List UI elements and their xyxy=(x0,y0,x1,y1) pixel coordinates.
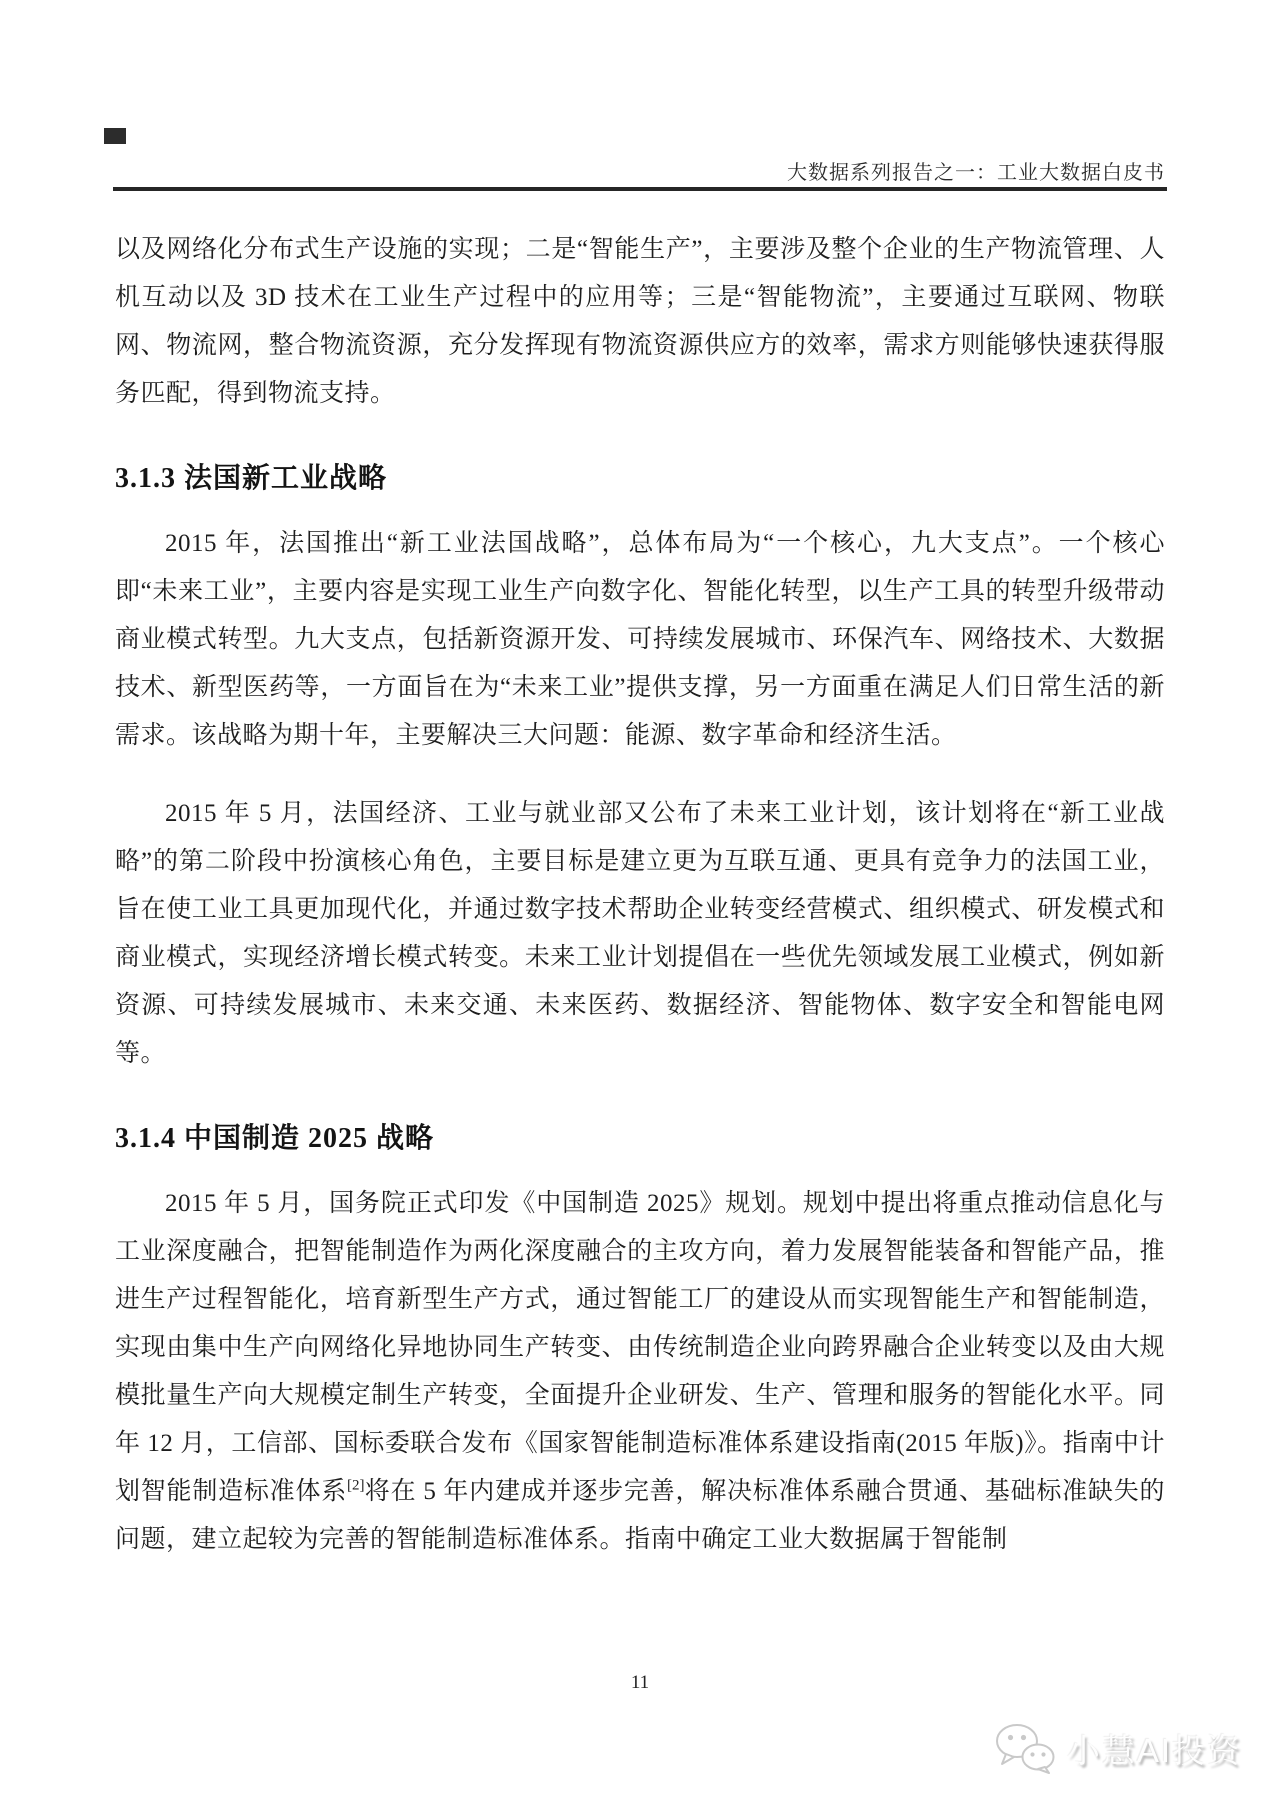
watermark xyxy=(993,1722,1242,1774)
paragraph-text-after-footnote: 将在 5 年内建成并逐步完善，解决标准体系融合贯通、基础标准缺失的问题，建立起较为完善的智能制造标准体系。指南中确定工业大数据属于智能制 xyxy=(115,1478,1165,1553)
running-head: 大数据系列报告之一：工业大数据白皮书 xyxy=(787,162,1165,184)
watermark-text: 小慧AI投资 xyxy=(1066,1731,1242,1769)
scan-artifact-mark xyxy=(104,128,126,144)
paragraph-text-before-footnote: 2015 年 5 月，国务院正式印发《中国制造 2025》规划。规划中提出将重点推动信息化与工业深度融合，把智能制造作为两化深度融合的主攻方向，着力发展智能装备和智能产品，推进生产过程智能化，培育新型生产方式，通过智能工厂的建设从而实现智能生产和智能制造，实现由集中生产向网络化异地协同生产转变、由传统制造企业向跨界融合企业转变以及由大规模批量生产向大规模定制生产转变，全面提升企业研发、生产、管理和服务的智能化水平。同年 12 月，工信部、国标委联合发布《国家智能制造标准体系建设指南(2015 年版)》。指南中计划智能制造标准体系 xyxy=(115,1190,1165,1505)
paragraph-france-strategy: 2015 年，法国推出“新工业法国战略”，总体布局为“一个核心，九大支点”。一个核心即“未来工业”，主要内容是实现工业生产向数字化、智能化转型，以生产工具的转型升级带动商业模式转型。九大支点，包括新资源开发、可持续发展城市、环保汽车、网络技术、大数据技术、新型医药等，一方面旨在为“未来工业”提供支撑，另一方面重在满足人们日常生活的新需求。该战略为期十年，主要解决三大问题：能源、数字革命和经济生活。 xyxy=(115,530,1165,749)
page-body xyxy=(115,226,1165,1564)
paragraph-china-2025 xyxy=(115,1180,1165,1564)
intro-paragraph: 以及网络化分布式生产设施的实现；二是“智能生产”，主要涉及整个企业的生产物流管理、人机互动以及 3D 技术在工业生产过程中的应用等；三是“智能物流”，主要通过互联网、物联网、物流网，整合物流资源，充分发挥现有物流资源供应方的效率，需求方则能够快速获得服务匹配，得到物流支持。 xyxy=(115,236,1165,407)
page-number: 11 xyxy=(630,1672,650,1693)
section-heading-3-1-3: 3.1.3 法国新工业战略 xyxy=(115,463,388,494)
wechat-logo-icon xyxy=(993,1722,1057,1774)
section-heading-3-1-4: 3.1.4 中国制造 2025 战略 xyxy=(115,1123,435,1154)
paragraph-future-industry-plan: 2015 年 5 月，法国经济、工业与就业部又公布了未来工业计划，该计划将在“新工业战略”的第二阶段中扮演核心角色，主要目标是建立更为互联互通、更具有竞争力的法国工业，旨在使工业工具更加现代化，并通过数字技术帮助企业转变经营模式、组织模式、研发模式和商业模式，实现经济增长模式转变。未来工业计划提倡在一些优先领域发展工业模式，例如新资源、可持续发展城市、未来交通、未来医药、数据经济、智能物体、数字安全和智能电网等。 xyxy=(115,800,1165,1067)
footnote-reference: [2] xyxy=(347,1477,365,1494)
header-rule xyxy=(113,187,1167,191)
